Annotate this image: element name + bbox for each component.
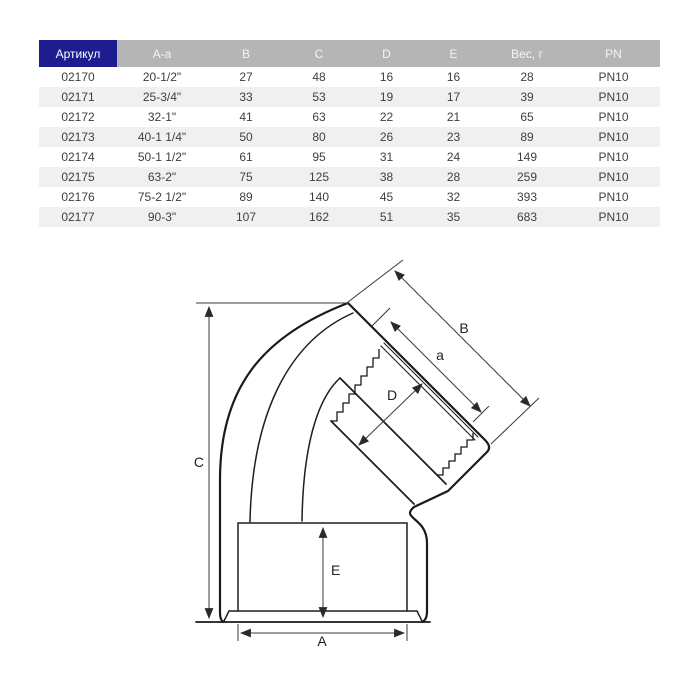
cell-size: 63-2" — [117, 167, 207, 187]
cell-e: 28 — [420, 167, 487, 187]
cell-e: 23 — [420, 127, 487, 147]
cell-b: 75 — [207, 167, 285, 187]
cell-c: 53 — [285, 87, 353, 107]
cell-c: 125 — [285, 167, 353, 187]
dim-label-a-bottom: A — [317, 633, 327, 649]
cell-pn: PN10 — [567, 207, 660, 227]
cell-size: 90-3" — [117, 207, 207, 227]
cell-e: 32 — [420, 187, 487, 207]
column-header-artikul: Артикул — [39, 40, 117, 67]
cell-e: 21 — [420, 107, 487, 127]
cell-d: 31 — [353, 147, 420, 167]
cell-weight: 259 — [487, 167, 567, 187]
thread-zigzag — [437, 433, 473, 475]
column-header-b: B — [207, 40, 285, 67]
column-header-a-a: A-a — [117, 40, 207, 67]
cell-c: 140 — [285, 187, 353, 207]
column-header-c: C — [285, 40, 353, 67]
dim-label-d: D — [386, 387, 398, 403]
cell-e: 16 — [420, 67, 487, 87]
cell-pn: PN10 — [567, 107, 660, 127]
cell-article: 02174 — [39, 147, 117, 167]
column-header-e: E — [420, 40, 487, 67]
cell-d: 38 — [353, 167, 420, 187]
cell-pn: PN10 — [567, 167, 660, 187]
cell-article: 02172 — [39, 107, 117, 127]
column-header-weight: Вес, г — [487, 40, 567, 67]
cell-d: 16 — [353, 67, 420, 87]
dim-label-e: E — [331, 562, 341, 578]
cell-size: 32-1" — [117, 107, 207, 127]
column-header-d: D — [353, 40, 420, 67]
cell-c: 48 — [285, 67, 353, 87]
cell-article: 02177 — [39, 207, 117, 227]
cell-weight: 89 — [487, 127, 567, 147]
cell-b: 27 — [207, 67, 285, 87]
cell-d: 45 — [353, 187, 420, 207]
cell-weight: 65 — [487, 107, 567, 127]
cell-pn: PN10 — [567, 127, 660, 147]
cell-b: 89 — [207, 187, 285, 207]
cell-weight: 28 — [487, 67, 567, 87]
cell-d: 51 — [353, 207, 420, 227]
cell-b: 41 — [207, 107, 285, 127]
cell-size: 50-1 1/2" — [117, 147, 207, 167]
cell-weight: 393 — [487, 187, 567, 207]
cell-e: 35 — [420, 207, 487, 227]
cell-d: 26 — [353, 127, 420, 147]
cell-article: 02176 — [39, 187, 117, 207]
cell-b: 50 — [207, 127, 285, 147]
cell-weight: 149 — [487, 147, 567, 167]
cell-article: 02173 — [39, 127, 117, 147]
dim-label-b: B — [459, 320, 469, 336]
cell-weight: 683 — [487, 207, 567, 227]
cell-size: 75-2 1/2" — [117, 187, 207, 207]
elbow-fitting-outline — [193, 303, 489, 622]
cell-size: 40-1 1/4" — [117, 127, 207, 147]
cell-pn: PN10 — [567, 87, 660, 107]
dim-label-c: C — [193, 454, 204, 470]
cell-c: 162 — [285, 207, 353, 227]
cell-b: 107 — [207, 207, 285, 227]
cell-c: 95 — [285, 147, 353, 167]
column-header-pn: PN — [567, 40, 660, 67]
cell-b: 61 — [207, 147, 285, 167]
cell-d: 22 — [353, 107, 420, 127]
cell-weight: 39 — [487, 87, 567, 107]
cell-pn: PN10 — [567, 147, 660, 167]
cell-b: 33 — [207, 87, 285, 107]
cell-size: 25-3/4" — [117, 87, 207, 107]
cell-e: 17 — [420, 87, 487, 107]
cell-article: 02175 — [39, 167, 117, 187]
cell-pn: PN10 — [567, 67, 660, 87]
cell-d: 19 — [353, 87, 420, 107]
cell-c: 80 — [285, 127, 353, 147]
cell-article: 02171 — [39, 87, 117, 107]
cell-article: 02170 — [39, 67, 117, 87]
cell-size: 20-1/2" — [117, 67, 207, 87]
cell-e: 24 — [420, 147, 487, 167]
cell-pn: PN10 — [567, 187, 660, 207]
cell-c: 63 — [285, 107, 353, 127]
dim-label-a-thread: a — [436, 347, 444, 363]
